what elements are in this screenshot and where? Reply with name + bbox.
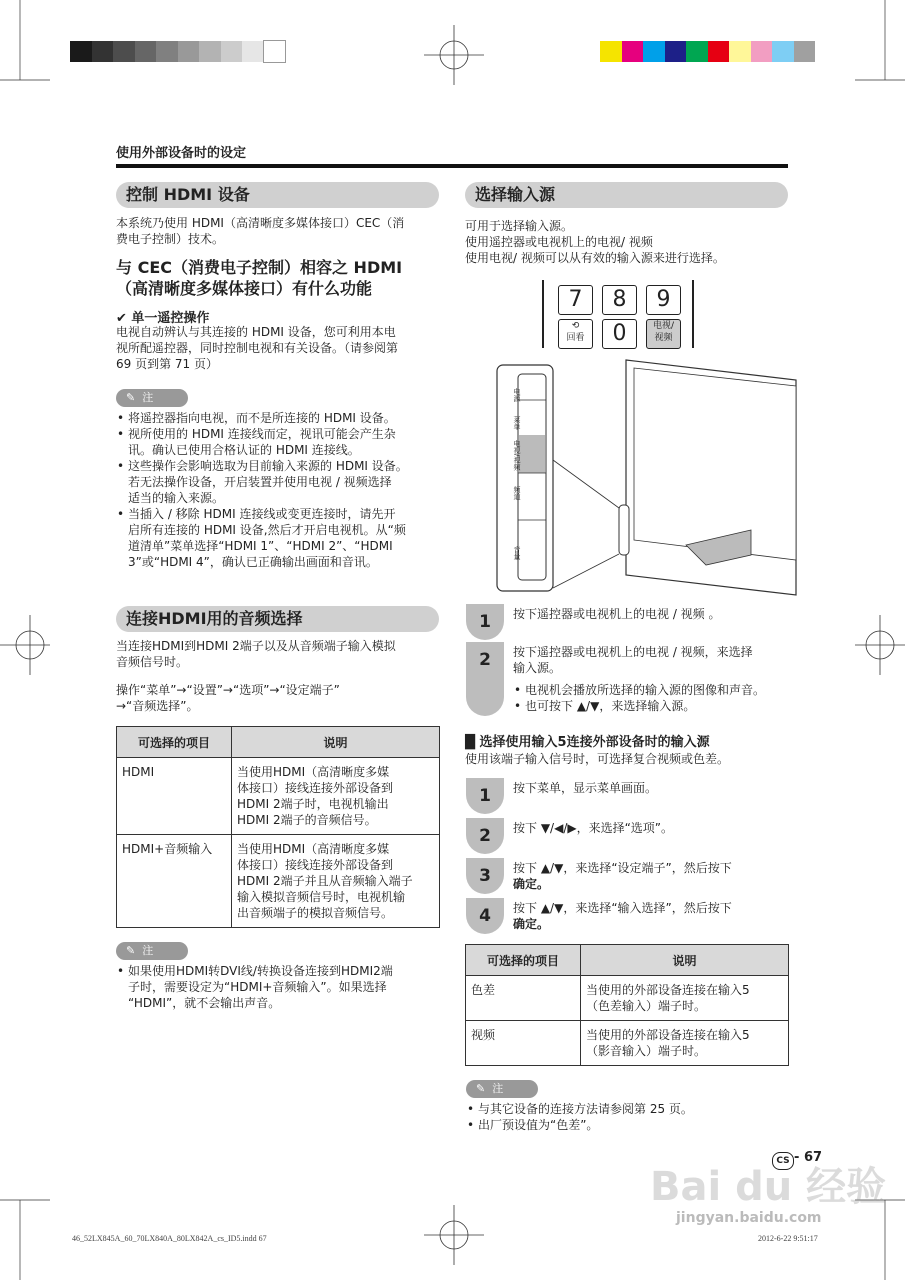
svg-text:Bai du 经验: Bai du 经验 — [650, 1164, 887, 1210]
list-item: • 当插入 / 移除 HDMI 连接线或变更连接时，请先开 启所有连接的 HDMI 设备,然后才开启电视机。从“频 道清单”菜单选择“HDMI 1”、“HDMI 2”、“HDMI 3”或“HDMI 4”，确认已正确输出画面和音讯。 — [116, 506, 442, 570]
step-a2-text: 按下遥控器或电视机上的电视 / 视频，来选择 输入源。 — [513, 645, 753, 675]
color-swatch — [221, 41, 243, 62]
color-swatch — [135, 41, 157, 62]
color-swatch — [622, 41, 644, 62]
color-swatch — [156, 41, 178, 62]
step-b2-number: 2 — [466, 818, 504, 854]
color-swatch — [264, 41, 286, 62]
step-b4-number: 4 — [466, 898, 504, 934]
hdmi-audio-operation: 操作“菜单”→“设置”→“选项”→“设定端子” →“音频选择”。 — [116, 683, 340, 713]
step-a2-bullets — [513, 682, 793, 714]
step-b3-number: 3 — [466, 858, 504, 894]
hdmi-audio-intro: 当连接HDMI到HDMI 2端子以及从音频端子输入模拟 音频信号时。 — [116, 639, 396, 669]
color-swatch — [643, 41, 665, 62]
key-8: 8 — [602, 285, 637, 315]
single-remote-heading: ✔ 单一遥控操作 — [116, 311, 210, 326]
color-swatch — [113, 41, 135, 62]
note-badge-2: ✎ 注 — [116, 942, 188, 960]
page-header-title: 使用外部设备时的设定 — [116, 146, 247, 161]
list-item: • 也可按下 ▲/▼，来选择输入源。 — [513, 698, 793, 714]
date-info: 2012-6-22 9:51:17 — [758, 1234, 818, 1243]
key-tv-video: 电视/ 视频 — [646, 319, 681, 349]
note-badge-1: ✎ 注 — [116, 389, 188, 407]
remote-keypad-illustration — [540, 280, 698, 348]
file-info: 46_52LX845A_60_70LX840A_80LX842A_cs_ID5.indd 67 — [72, 1234, 267, 1243]
registration-mark-left-middle — [0, 615, 50, 679]
panel-label-tv-video: 电视/视频 — [513, 440, 521, 471]
list-item: • 如果使用HDMI转DVI线/转换设备连接到HDMI2端 子时，需要设定为“HDMI+音频输入”。如果选择 “HDMI”，就不会输出声音。 — [116, 963, 442, 1011]
clip-icon: ✎ — [476, 1082, 486, 1095]
input5-intro: 使用该端子输入信号时，可选择复合视频或色差。 — [465, 752, 730, 766]
list-item: • 电视机会播放所选择的输入源的图像和声音。 — [513, 682, 793, 698]
panel-label-channel: 频道 — [513, 486, 521, 500]
key-recall: ⟲ 回看 — [558, 319, 593, 349]
color-swatch — [772, 41, 794, 62]
table-header: 可选择的项目 — [466, 945, 581, 976]
clip-icon: ✎ — [126, 391, 136, 404]
registration-mark-top-center — [424, 25, 484, 89]
section-title-input-source: 选择输入源 — [465, 182, 788, 208]
list-item: • 将遥控器指向电视，而不是所连接的 HDMI 设备。 — [116, 410, 442, 426]
table-header: 说明 — [232, 727, 440, 758]
step-b2-text: 按下 ▼/◀/▶，来选择“选项”。 — [513, 821, 674, 835]
color-swatch — [794, 41, 816, 62]
registration-mark-bottom-center — [424, 1205, 484, 1269]
cec-heading: 与 CEC（消费电子控制）相容之 HDMI （高清晰度多媒体接口）有什么功能 — [116, 258, 403, 298]
color-swatch — [600, 41, 622, 62]
key-0: 0 — [602, 319, 637, 349]
note-badge-3: ✎ 注 — [466, 1080, 538, 1098]
table-row: 视频 当使用的外部设备连接在输入5 （影音输入）端子时。 — [466, 1021, 789, 1066]
note-list-1 — [116, 410, 442, 570]
audio-select-table — [116, 726, 440, 928]
list-item: • 视所使用的 HDMI 连接线而定，视讯可能会产生杂 讯。确认已使用合格认证的 HDMI 连接线。 — [116, 426, 442, 458]
key-9: 9 — [646, 285, 681, 315]
single-remote-text: 电视自动辨认与其连接的 HDMI 设备，您可利用本电 视所配遥控器，同时控制电视和有关设备。（请参阅第 69 页到第 71 页） — [116, 325, 399, 371]
step-b1-number: 1 — [466, 778, 504, 814]
step-a2-number: 2 — [466, 642, 504, 716]
step-a1-text: 按下遥控器或电视机上的电视 / 视频 。 — [513, 607, 721, 621]
header-rule — [116, 164, 788, 168]
input5-table — [465, 944, 789, 1066]
color-swatch — [751, 41, 773, 62]
input-source-intro: 可用于选择输入源。 使用遥控器或电视机上的电视/ 视频 使用电视/ 视频可以从有效的输入源来进行选择。 — [465, 219, 725, 265]
color-swatch — [199, 41, 221, 62]
section-title-hdmi-control: 控制 HDMI 设备 — [116, 182, 439, 208]
table-header: 说明 — [581, 945, 789, 976]
note-list-2 — [116, 963, 442, 1011]
tv-side-panel-illustration — [496, 360, 796, 595]
section-title-hdmi-audio: 连接HDMI用的音频选择 — [116, 606, 439, 632]
color-swatch — [70, 41, 92, 62]
registration-mark-top-right — [835, 0, 905, 104]
color-swatch — [686, 41, 708, 62]
step-b3-text: 按下 ▲/▼，来选择“设定端子”，然后按下 确定。 — [513, 861, 732, 891]
color-swatch — [729, 41, 751, 62]
color-swatch — [92, 41, 114, 62]
page-number: 67 — [804, 1150, 823, 1165]
step-a1-number: 1 — [466, 604, 504, 640]
list-item: • 与其它设备的连接方法请参阅第 25 页。 — [466, 1101, 790, 1117]
panel-label-power: 电源 — [513, 388, 521, 402]
recall-icon: ⟲ — [571, 321, 580, 331]
clip-icon: ✎ — [126, 944, 136, 957]
panel-label-volume: 音量 — [513, 546, 521, 560]
tv-drawing — [496, 360, 796, 595]
color-swatch — [242, 41, 264, 62]
cs-badge: CS — [772, 1152, 794, 1170]
color-swatch — [665, 41, 687, 62]
key-7: 7 — [558, 285, 593, 315]
panel-label-menu: 菜单 — [513, 416, 521, 430]
list-item: • 出厂预设值为“色差”。 — [466, 1117, 790, 1133]
table-header: 可选择的项目 — [117, 727, 232, 758]
note-list-3 — [466, 1101, 790, 1133]
table-row: 色差 当使用的外部设备连接在输入5 （色差输入）端子时。 — [466, 976, 789, 1021]
hdmi-control-intro: 本系统乃使用 HDMI（高清晰度多媒体接口）CEC（消 费电子控制）技术。 — [116, 216, 405, 246]
step-b1-text: 按下菜单，显示菜单画面。 — [513, 781, 658, 795]
baidu-watermark-logo — [650, 1160, 887, 1210]
step-b4-text: 按下 ▲/▼，来选择“输入选择”，然后按下 确定。 — [513, 901, 732, 931]
baidu-watermark-url: jingyan.baidu.com — [676, 1210, 822, 1226]
table-row: HDMI+音频输入 当使用HDMI（高清晰度多媒 体接口）接线连接外部设备到 HDMI 2端子并且从音频输入端子 输入模拟音频信号时，电视机输 出音频端子的模拟音频信号。 — [117, 835, 440, 928]
table-row: HDMI 当使用HDMI（高清晰度多媒 体接口）接线连接外部设备到 HDMI 2端子时，电视机输出 HDMI 2端子的音频信号。 — [117, 758, 440, 835]
list-item: • 这些操作会影响选取为目前输入来源的 HDMI 设备。 若无法操作设备，开启装置并使用电视 / 视频选择 适当的输入来源。 — [116, 458, 442, 506]
page-number-separator: - — [794, 1150, 800, 1165]
color-swatch — [178, 41, 200, 62]
input5-heading: █ 选择使用输入5连接外部设备时的输入源 — [465, 735, 710, 750]
color-swatch — [708, 41, 730, 62]
registration-mark-bottom-left — [0, 1180, 100, 1284]
registration-mark-right-middle — [855, 615, 905, 679]
